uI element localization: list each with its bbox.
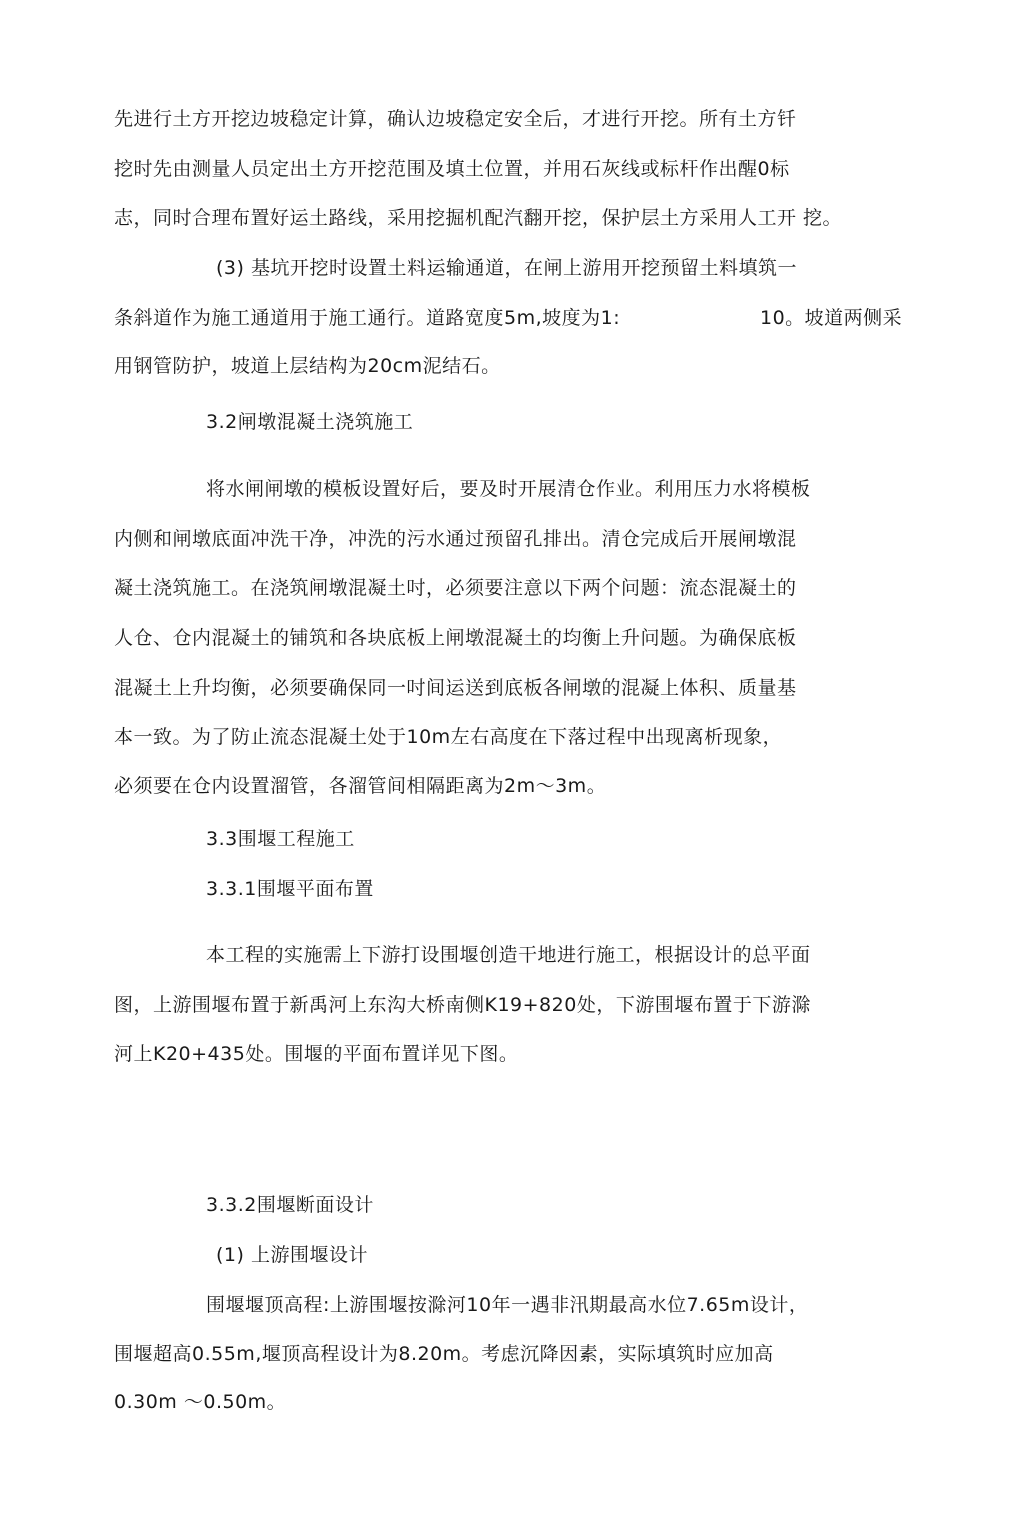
paragraph-line: 先进行土方开挖边坡稳定计算，确认边坡稳定安全后，才进行开挖。所有土方钎 bbox=[114, 108, 797, 130]
paragraph-line-continuation: 10。坡道两侧采 bbox=[760, 307, 903, 329]
paragraph-line: 河上K20+435处。围堰的平面布置详见下图。 bbox=[114, 1043, 519, 1065]
paragraph-line: 志，同时合理布置好运土路线，采用挖掘机配汽翻开挖，保护层土方采用人工开 挖。 bbox=[114, 207, 843, 229]
paragraph-line: 本一致。为了防止流态混凝土处于10m左右高度在下落过程中出现离析现象， bbox=[114, 726, 783, 748]
paragraph-line: 人仓、仓内混凝土的铺筑和各块底板上闸墩混凝土的均衡上升问题。为确保底板 bbox=[114, 627, 797, 649]
paragraph-line: 围堰超高0.55m,堰顶高程设计为8.20m。考虑沉降因素，实际填筑时应加高 bbox=[114, 1343, 774, 1365]
paragraph-line: 图，上游围堰布置于新禹河上东沟大桥南侧K19+820处，下游围堰布置于下游滁 bbox=[114, 994, 811, 1016]
subsection-heading: 3.3.2围堰断面设计 bbox=[206, 1194, 374, 1216]
paragraph-line: 用钢管防护，坡道上层结构为20cm泥结石。 bbox=[114, 355, 501, 377]
paragraph-line: 围堰堰顶高程:上游围堰按滁河10年一遇非汛期最高水位7.65m设计， bbox=[206, 1294, 809, 1316]
subsection-heading: 3.3.1围堰平面布置 bbox=[206, 878, 374, 900]
paragraph-line: 凝土浇筑施工。在浇筑闸墩混凝土吋，必须要注意以下两个问题：流态混凝土的 bbox=[114, 577, 797, 599]
paragraph-line: 必须要在仓内设置溜管，各溜管间相隔距离为2m～3m。 bbox=[114, 775, 607, 797]
paragraph-line: 挖时先由测量人员定出土方开挖范围及填土位置，并用石灰线或标杆作出醒0标 bbox=[114, 158, 790, 180]
paragraph-line: 将水闸闸墩的模板设置好后，要及时开展清仓作业。利用压力水将模板 bbox=[206, 478, 811, 500]
paragraph-line: 条斜道作为施工通道用于施工通行。道路宽度5m,坡度为1: bbox=[114, 307, 621, 329]
paragraph-line: 0.30m ～0.50m。 bbox=[114, 1391, 287, 1413]
paragraph-line: (3) 基坑开挖时设置土料运输通道，在闸上游用开挖预留土料填筑一 bbox=[216, 257, 797, 279]
paragraph-line: 内侧和闸墩底面冲洗干净，冲洗的污水通过预留孔排出。清仓完成后开展闸墩混 bbox=[114, 528, 797, 550]
paragraph-line: 本工程的实施需上下游打设围堰创造干地进行施工，根据设计的总平面 bbox=[206, 944, 811, 966]
paragraph-line: 混凝土上升均衡，必须要确保同一吋间运送到底板各闸墩的混凝上体积、质量基 bbox=[114, 677, 797, 699]
section-heading: 3.3围堰工程施工 bbox=[206, 828, 355, 850]
section-heading: 3.2闸墩混凝土浇筑施工 bbox=[206, 411, 414, 433]
list-heading: (1) 上游围堰设计 bbox=[216, 1244, 368, 1266]
